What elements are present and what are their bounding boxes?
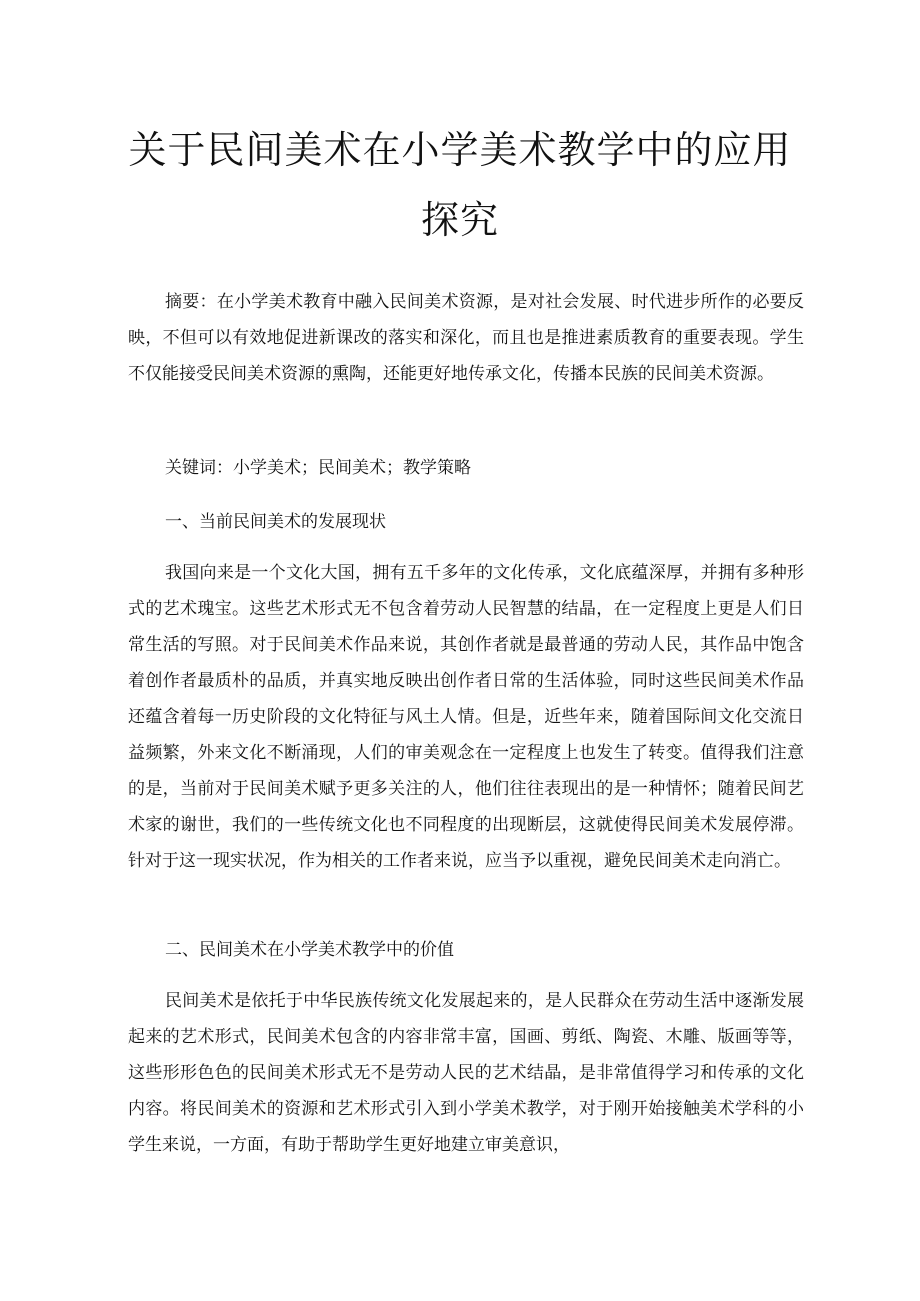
document-title-line-2: 探究: [420, 198, 499, 242]
abstract-paragraph: 摘要：在小学美术教育中融入民间美术资源，是对社会发展、时代进步所作的必要反映，不但可以有效地促进新课改的落实和深化，而且也是推进素质教育的重要表现。学生不仅能接受民间美术资源的熏陶，还能更好地传承文化，传播本民族的民间美术资源。: [128, 292, 804, 384]
section-1-body: 我国向来是一个文化大国，拥有五千多年的文化传承，文化底蕴深厚，并拥有多种形式的艺术瑰宝。这些艺术形式无不包含着劳动人民智慧的结晶，在一定程度上更是人们日常生活的写照。对于民间美术作品来说，其创作者就是最普通的劳动人民，其作品中饱含着创作者最质朴的品质，并真实地反映出创作者日常的生活体验，同时这些民间美术作品还蕴含着每一历史阶段的文化特征与风土人情。但是，近些年来，随着国际间文化交流日益频繁，外来文化不断涌现，人们的审美观念在一定程度上也发生了转变。值得我们注意的是，当前对于民间美术赋予更多关注的人，他们往往表现出的是一种情怀；随着民间艺术家的谢世，我们的一些传统文化也不同程度的出现断层，这就使得民间美术发展停滞。针对于这一现实状况，作为相关的工作者来说，应当予以重视，避免民间美术走向消亡。: [128, 563, 804, 871]
section-2-body: 民间美术是依托于中华民族传统文化发展起来的，是人民群众在劳动生活中逐渐发展起来的艺术形式，民间美术包含的内容非常丰富，国画、剪纸、陶瓷、木雕、版画等等，这些形形色色的民间美术形式无不是劳动人民的艺术结晶，是非常值得学习和传承的文化内容。将民间美术的资源和艺术形式引入到小学美术教学，对于刚开始接触美术学科的小学生来说，一方面，有助于帮助学生更好地建立审美意识，: [128, 991, 804, 1155]
document-title-line-1: 关于民间美术在小学美术教学中的应用: [128, 128, 792, 172]
section-2-heading: 二、民间美术在小学美术教学中的价值: [165, 940, 454, 960]
section-1-heading: 一、当前民间美术的发展现状: [165, 512, 386, 532]
keywords-line: 关键词：小学美术；民间美术；教学策略: [165, 458, 471, 478]
